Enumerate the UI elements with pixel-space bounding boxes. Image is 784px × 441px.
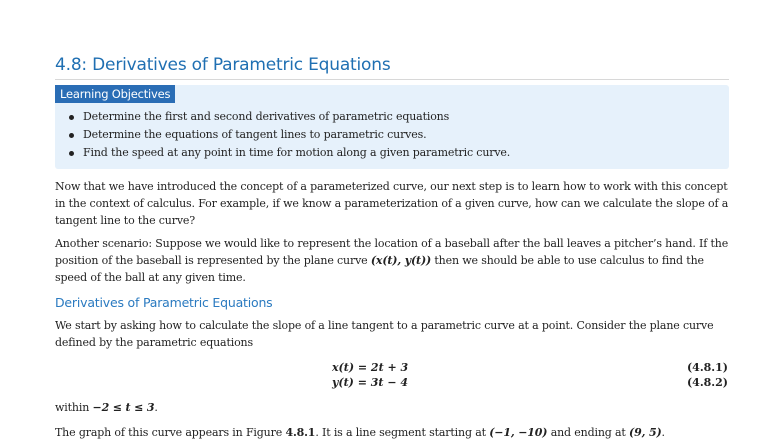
graph-start-point: (−1, −10) (489, 426, 548, 439)
objective-text: Find the speed at any point in time for motion along a given parametric curve. (83, 146, 511, 159)
graph-text-after: . (661, 426, 665, 439)
learning-objectives-box (55, 85, 729, 169)
learning-objectives-header: Learning Objectives (55, 85, 175, 103)
intro-paragraph: Now that we have introduced the concept of a parameterized curve, our next step is to learn how to work with this concept in the context of calculus. For example, if we know a parameterization of a given curve, how can we calculate the slope of a tangent line to the curve? (55, 180, 729, 227)
scenario-text-after: then we should be able to use calculus to find the speed of the ball at any given time. (55, 254, 704, 284)
start-paragraph: We start by asking how to calculate the slope of a line tangent to a parametric curve at a point. Consider the plane curve defined by the parametric equations (55, 319, 714, 349)
graph-text-middle: . It is a line segment starting at (315, 426, 490, 439)
graph-text-before: The graph of this curve appears in Figure (55, 426, 286, 439)
graph-end-point: (9, 5) (629, 426, 662, 439)
within-math: −2 ≤ t ≤ 3 (92, 401, 155, 414)
within-end: . (154, 401, 158, 414)
graph-text-and: and ending at (547, 426, 630, 439)
equation-number-x: (4.8.1) (686, 361, 728, 374)
equation-y: y(t) = 3t − 4 (332, 376, 409, 389)
figure-reference[interactable]: 4.8.1 (285, 426, 316, 439)
objective-item (69, 108, 510, 126)
equation-number-y: (4.8.2) (686, 376, 728, 389)
graph-paragraph (55, 424, 731, 441)
bullet-icon (69, 115, 74, 120)
objective-item (69, 126, 510, 144)
objective-item (69, 144, 510, 162)
bullet-icon (69, 151, 74, 156)
scenario-text-before: Another scenario: Suppose we would like to represent the location of a baseball after the ball leaves a pitcher’s hand. If the position of the baseball is represented by the plane curve (55, 237, 729, 267)
page-title: 4.8: Derivatives of Parametric Equations (55, 55, 391, 75)
bullet-icon (69, 133, 74, 138)
within-text: within (55, 401, 93, 414)
title-divider (55, 79, 729, 80)
equation-x: x(t) = 2t + 3 (332, 361, 409, 374)
scenario-paragraph (55, 235, 731, 286)
learning-objectives-list (69, 108, 510, 162)
section-heading: Derivatives of Parametric Equations (55, 295, 273, 310)
scenario-math: (x(t), y(t)) (370, 254, 432, 267)
objective-text: Determine the equations of tangent lines to parametric curves. (83, 128, 427, 141)
objective-text: Determine the first and second derivatives of parametric equations (83, 110, 450, 123)
within-paragraph (55, 399, 731, 416)
